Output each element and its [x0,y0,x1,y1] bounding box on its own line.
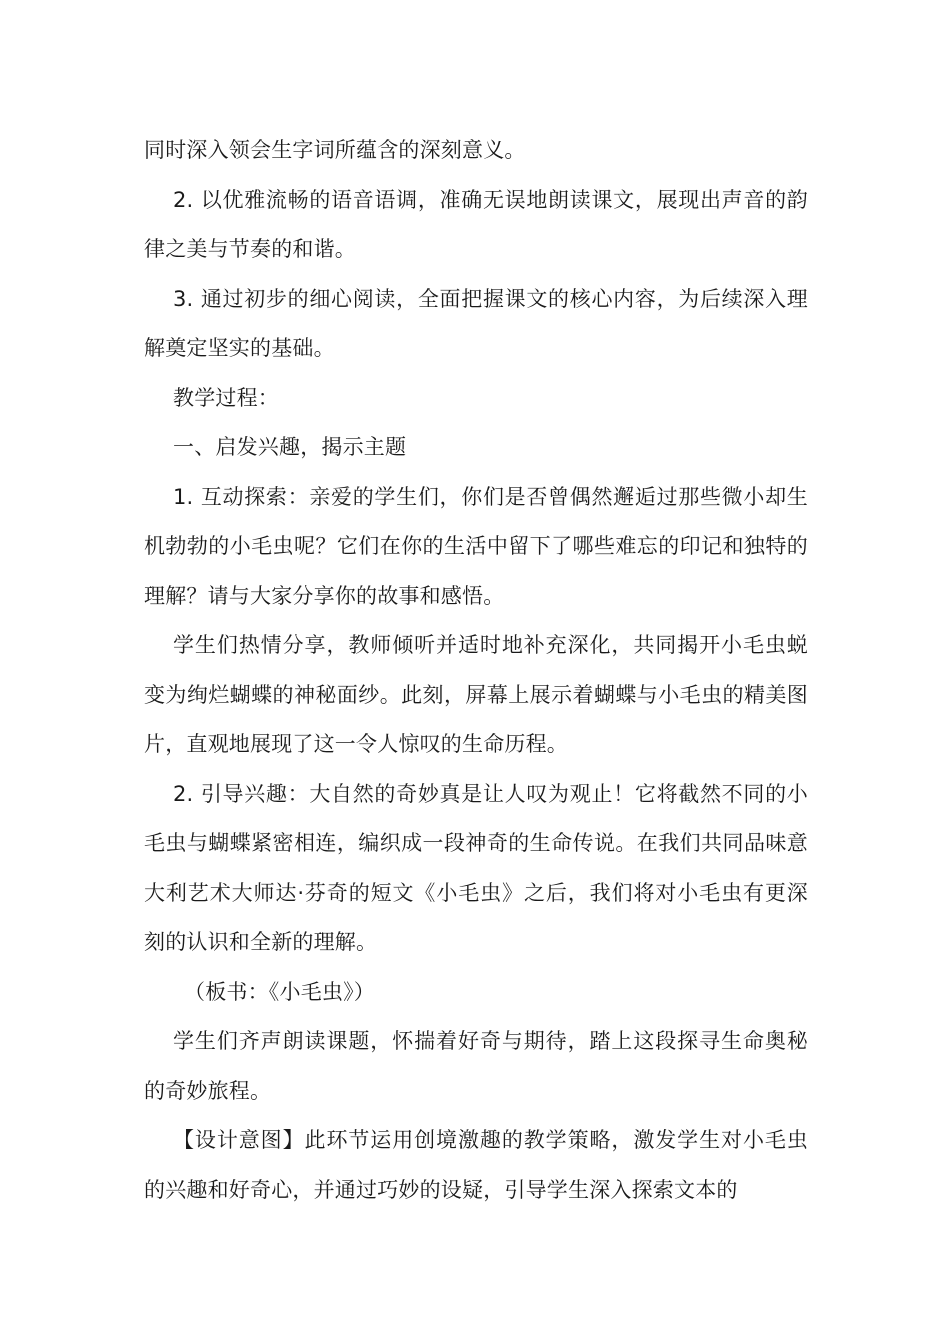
paragraph-blackboard-note: （板书：《小毛虫》） [184,979,375,1004]
paragraph-guide-interest: 2. 引导兴趣：大自然的奇妙真是让人叹为观止！它将截然不同的小毛虫与蝴蝶紧密相连，编织成一段神奇的生命传说。在我们共同品味意大利艺术大师达·芬奇的短文《小毛虫》之后，我们将对小毛虫有更深刻的认识和全新的理解。 [144,781,808,954]
paragraph-interactive-exploration: 1. 互动探索：亲爱的学生们，你们是否曾偶然邂逅过那些微小却生机勃勃的小毛虫呢？它们在你的生活中留下了哪些难忘的印记和独特的理解？请与大家分享你的故事和感悟。 [144,484,808,608]
paragraph-read-title: 学生们齐声朗读课题，怀揣着好奇与期待，踏上这段探寻生命奥秘的奇妙旅程。 [144,1029,808,1103]
document-body [144,126,808,1215]
paragraph-objective-1-continued: 同时深入领会生字词所蕴含的深刻意义。 [144,138,526,162]
heading-teaching-process: 教学过程： [173,385,279,410]
paragraph-objective-3: 3. 通过初步的细心阅读，全面把握课文的核心内容，为后续深入理解奠定坚实的基础。 [144,286,808,360]
paragraph-student-sharing: 学生们热情分享，教师倾听并适时地补充深化，共同揭开小毛虫蜕变为绚烂蝴蝶的神秘面纱。此刻，屏幕上展示着蝴蝶与小毛虫的精美图片，直观地展现了这一令人惊叹的生命历程。 [144,633,808,756]
heading-section-one: 一、启发兴趣，揭示主题 [173,435,407,459]
paragraph-objective-2: 2. 以优雅流畅的语音语调，准确无误地朗读课文，展现出声音的韵律之美与节奏的和谐。 [144,187,808,261]
paragraph-design-intent: 【设计意图】此环节运用创境激趣的教学策略，激发学生对小毛虫的兴趣和好奇心，并通过巧妙的设疑，引导学生深入探索文本的 [144,1128,808,1202]
